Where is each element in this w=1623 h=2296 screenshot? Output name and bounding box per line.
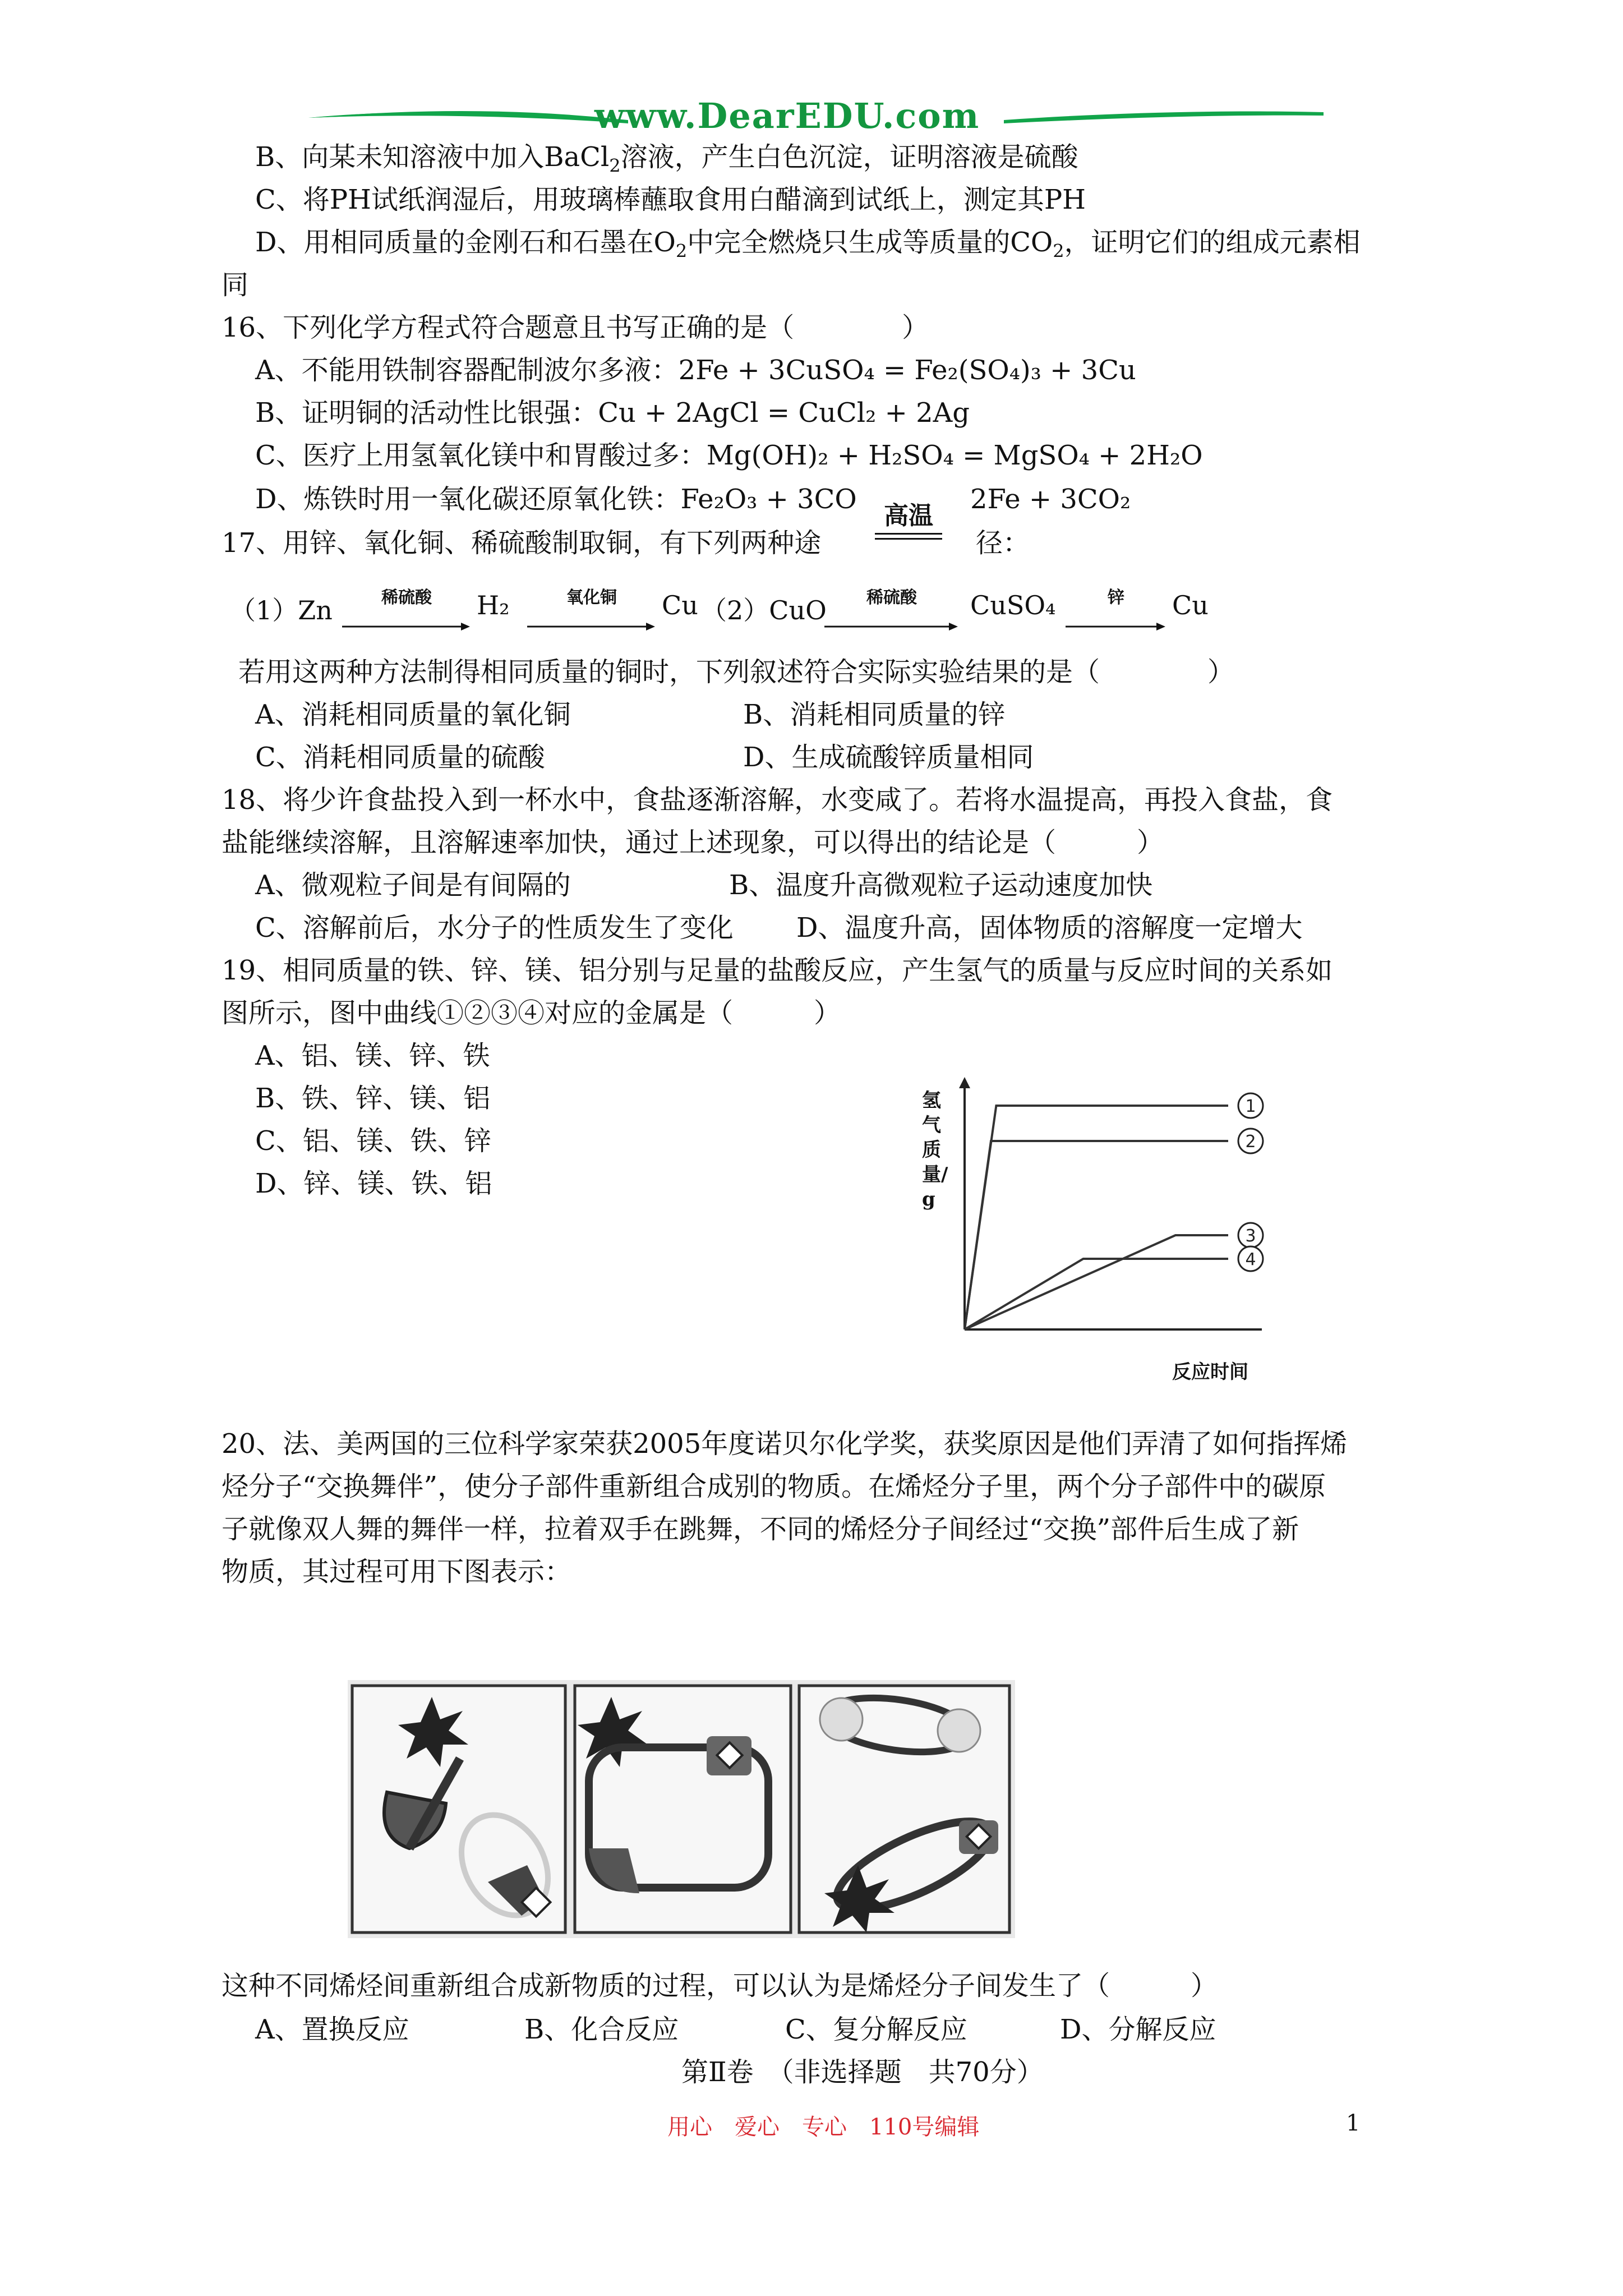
chart-series-line (965, 1235, 1228, 1329)
q17-option-c: C、消耗相同质量的硫酸 (255, 742, 545, 773)
chart-plot (914, 1055, 1318, 1386)
q19-option-d: D、锌、镁、铁、铝 (255, 1168, 492, 1199)
header-logo (303, 95, 1329, 146)
q15-option-d-cont: 同 (222, 269, 249, 301)
route2-cu: Cu (1172, 590, 1209, 620)
hydrogen-chart (914, 1055, 1318, 1386)
arrow-right-icon (527, 621, 656, 632)
page-number: 1 (1346, 2110, 1361, 2136)
q19-stem-1: 19、相同质量的铁、锌、镁、铝分别与足量的盐酸反应，产生氢气的质量与反应时间的关系如 (222, 955, 1333, 986)
route1-arrow2 (527, 583, 656, 638)
route1-cu: Cu (662, 590, 698, 620)
q18-stem-2: 盐能继续溶解，且溶解速率加快，通过上述现象，可以得出的结论是（ ） (222, 827, 1164, 858)
q17-option-b: B、消耗相同质量的锌 (743, 699, 1006, 730)
chart-series-label: 2 (1245, 1132, 1256, 1152)
q20-option-c: C、复分解反应 (785, 2014, 967, 2045)
q20-option-a: A、置换反应 (255, 2014, 409, 2045)
q20-stem-4: 物质，其过程可用下图表示： (222, 1556, 572, 1588)
condition-text: 高温 (884, 501, 933, 530)
route1-h2: H₂ (477, 590, 510, 620)
chart-ylabel: 氢气质量/g (922, 1089, 948, 1211)
q17-routes (230, 583, 1408, 628)
q18-option-b: B、温度升高微观粒子运动速度加快 (729, 869, 1153, 901)
chart-series-label: 4 (1245, 1250, 1256, 1269)
q18-option-c: C、溶解前后，水分子的性质发生了变化 (255, 912, 734, 944)
arrow4-label: 锌 (1108, 588, 1124, 608)
q20-stem-3: 子就像双人舞的舞伴一样，拉着双手在跳舞，不同的烯烃分子间经过“交换”部件后生成了新 (222, 1513, 1299, 1545)
route2-arrow1 (824, 583, 959, 638)
q18-stem-1: 18、将少许食盐投入到一杯水中，食盐逐渐溶解，水变咸了。若将水温提高，再投入食盐，食 (222, 784, 1333, 816)
arrow1-label: 稀硫酸 (381, 588, 432, 608)
q16-option-c: C、医疗上用氢氧化镁中和胃酸过多：Mg(OH)₂ + H₂SO₄ = MgSO₄ + 2H₂O (255, 440, 1203, 471)
route2-arrow2 (1066, 583, 1166, 638)
q18-option-d: D、温度升高，固体物质的溶解度一定增大 (796, 912, 1303, 944)
q20-stem-1: 20、法、美两国的三位科学家荣获2005年度诺贝尔化学奖，获奖原因是他们弄清了如何指挥烯 (222, 1428, 1348, 1460)
q20-stem-2: 烃分子“交换舞伴”，使分子部件重新组合成别的物质。在烯烃分子里，两个分子部件中的碳原 (222, 1471, 1326, 1502)
q16-option-a: A、不能用铁制容器配制波尔多液：2Fe + 3CuSO₄ = Fe₂(SO₄)₃ + 3Cu (255, 355, 1136, 386)
arrow2-label: 氧化铜 (566, 588, 617, 608)
q15-option-c: C、将PH试纸润湿后，用玻璃棒蘸取食用白醋滴到试纸上，测定其PH (255, 184, 1086, 215)
section-2-title: 第Ⅱ卷 （非选择题 共70分） (681, 2056, 1044, 2088)
footer-editor: 用心 爱心 专心 110号编辑 (667, 2114, 980, 2140)
arrow-right-icon (824, 621, 959, 632)
route1-label: （1）Zn (230, 595, 333, 625)
q19-option-a: A、铝、镁、锌、铁 (255, 1040, 490, 1071)
q15-option-b: B、向某未知溶液中加入BaCl$_2$溶液，产生白色沉淀，证明溶液是硫酸 (255, 141, 1078, 177)
route1-arrow1 (342, 583, 471, 638)
q18-option-a: A、微观粒子间是有间隔的 (255, 869, 571, 901)
logo-text: www.DearEDU.com (594, 95, 980, 136)
chart-series-line (965, 1106, 1228, 1329)
chart-y-arrow (959, 1077, 970, 1088)
arrow3-label: 稀硫酸 (866, 588, 917, 608)
q19-stem-2: 图所示，图中曲线①②③④对应的金属是（ ） (222, 997, 841, 1029)
chart-series-label: 1 (1245, 1097, 1256, 1116)
q15-option-d: D、用相同质量的金刚石和石墨在$O_2$中完全燃烧只生成等质量的$CO_2$，证明它们的组成元素相 (255, 227, 1361, 262)
q16-option-d: D、炼铁时用一氧化碳还原氧化铁：Fe₂O₃ + 3CO (255, 484, 857, 515)
q16-stem: 16、下列化学方程式符合题意且书写正确的是（ ） (222, 312, 929, 343)
route2-cuso4: CuSO₄ (970, 590, 1056, 620)
chart-series-label: 3 (1245, 1226, 1256, 1246)
q19-option-c: C、铝、镁、铁、锌 (255, 1125, 491, 1157)
route2-label: （2）CuO (701, 595, 827, 625)
q17-question: 若用这两种方法制得相同质量的铜时，下列叙述符合实际实验结果的是（ ） (238, 656, 1235, 688)
q19-option-b: B、铁、锌、镁、铝 (255, 1083, 491, 1114)
q17-stem-end: 径： (976, 527, 1030, 559)
q17-option-a: A、消耗相同质量的氧化铜 (255, 699, 571, 730)
dance-partners-figure (348, 1680, 1015, 1938)
q20-question: 这种不同烯烃间重新组合成新物质的过程，可以认为是烯烃分子间发生了（ ） (222, 1970, 1218, 2001)
q20-option-b: B、化合反应 (524, 2014, 679, 2045)
arrow-right-icon (1066, 621, 1166, 632)
arrow-right-icon (342, 621, 471, 632)
q17-option-d: D、生成硫酸锌质量相同 (743, 742, 1034, 773)
q17-stem: 17、用锌、氧化铜、稀硫酸制取铜，有下列两种途 (222, 527, 822, 559)
chart-xlabel: 反应时间 (1172, 1361, 1248, 1383)
metathesis-illustration (348, 1680, 1015, 1938)
q16-option-b: B、证明铜的活动性比银强：Cu + 2AgCl = CuCl₂ + 2Ag (255, 397, 970, 429)
reaction-condition (875, 500, 942, 545)
q20-option-d: D、分解反应 (1060, 2014, 1216, 2045)
q16-option-d-products: 2Fe + 3CO₂ (970, 484, 1131, 515)
